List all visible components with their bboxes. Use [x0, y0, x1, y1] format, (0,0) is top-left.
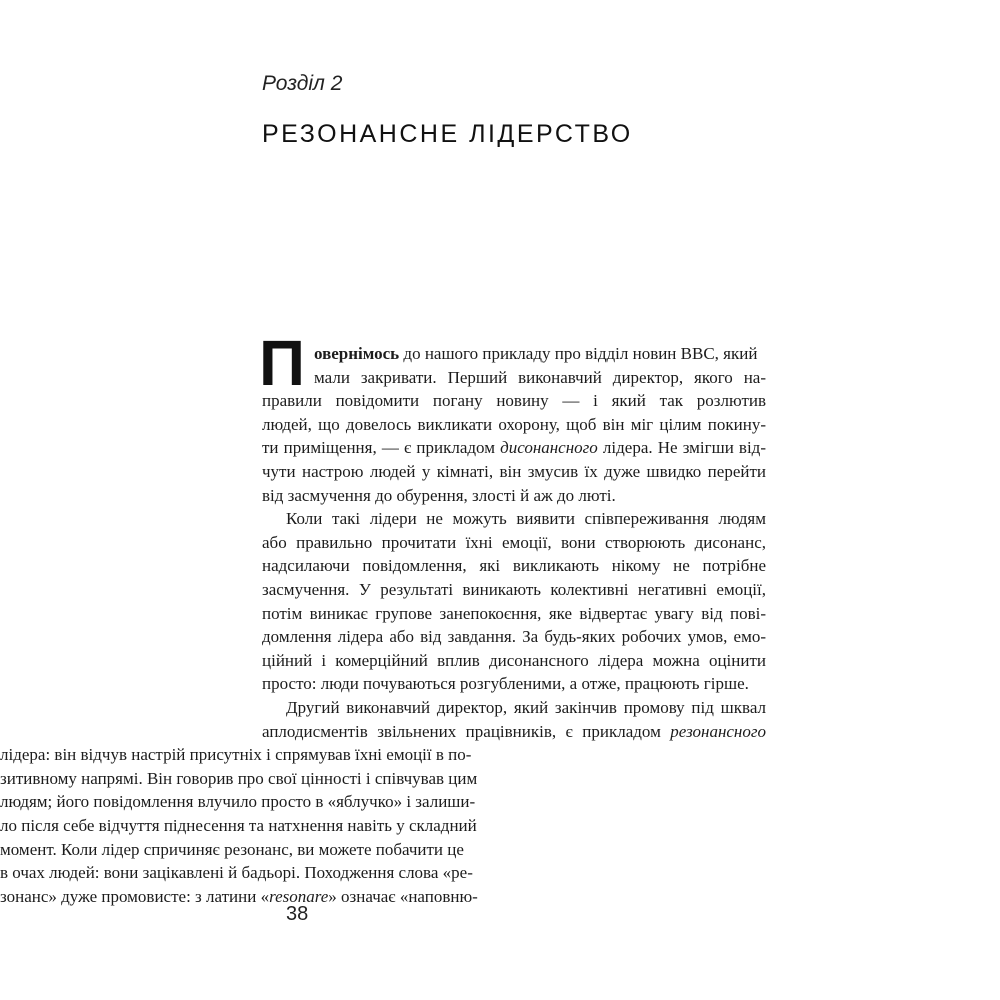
text-line: мали закривати. Перший виконавчий директор, якого на- [314, 367, 766, 387]
text-line: ти приміщення, — є прикладом дисонансного лідера. Не змігши від- [262, 438, 766, 458]
emphasis: резонансного [670, 721, 766, 741]
text-line: момент. Коли лідер спричиняє резонанс, ви можете побачити це [0, 839, 464, 859]
text-line: чути настрою людей у кімнаті, він змусив їх дуже швидко перейти [262, 462, 766, 481]
drop-cap [259, 327, 305, 399]
lead-in-word: овернімось [314, 344, 400, 363]
text-line: надсилаючи повідомлення, які викликають нікому не потрібне [262, 556, 766, 576]
text-line: людям; його повідомлення влучило просто в «яблучко» і залиши- [0, 792, 476, 812]
text-line: зитивному напрямі. Він говорив про свої цінності і співчував цим [0, 768, 478, 788]
emphasis: resonare [269, 886, 329, 906]
text-line: овернімось до нашого прикладу про відділ новин BBC, який [314, 344, 758, 363]
text-line: потім виникає групове занепокоєння, яке відвертає увагу від пові- [262, 603, 766, 623]
text-line: правили повідомити погану новину — і який так розлютив [262, 391, 766, 411]
text-line: зонанс» дуже промовисте: з латини «resonare» означає «наповню- [0, 886, 478, 906]
text-line: або правильно прочитати їхні емоції, вони створюють дисонанс, [262, 532, 766, 552]
text-line: просто: люди почуваються розгубленими, а отже, працюють гірше. [262, 674, 749, 694]
text-line: засмучення. У результаті виникають колективні негативні емоції, [262, 580, 766, 599]
drop-cap-letter: П [259, 327, 305, 399]
text-line: ло після себе відчуття піднесення та натхнення навіть у складний [0, 816, 477, 835]
chapter-label: Розділ 2 [262, 72, 343, 95]
text-line: лідера: він відчув настрій присутніх і спрямував їхні емоції в по- [0, 745, 472, 765]
text-line: ційний і комерційний вплив дисонансного лідера можна оцінити [262, 650, 766, 670]
text-line: аплодисментів звільнених працівників, є прикладом резонансного [262, 721, 766, 741]
text-line: людей, що довелось викликати охорону, щоб він міг цілим покину- [262, 414, 766, 434]
emphasis: дисонансного [500, 438, 598, 458]
text-line: від засмучення до обурення, злості й аж до люті. [262, 485, 616, 505]
text-line: Коли такі лідери не можуть виявити співпереживання людям [286, 509, 766, 529]
text-line: Другий виконавчий директор, який закінчив промову під шквал [286, 698, 766, 717]
chapter-title: РЕЗОНАНСНЕ ЛІДЕРСТВО [262, 120, 633, 148]
text-line: в очах людей: вони зацікавлені й бадьорі. Походження слова «ре- [0, 863, 473, 883]
text-line: домлення лідера або від завдання. За будь-яких робочих умов, емо- [262, 627, 766, 647]
page-number: 38 [286, 903, 309, 925]
